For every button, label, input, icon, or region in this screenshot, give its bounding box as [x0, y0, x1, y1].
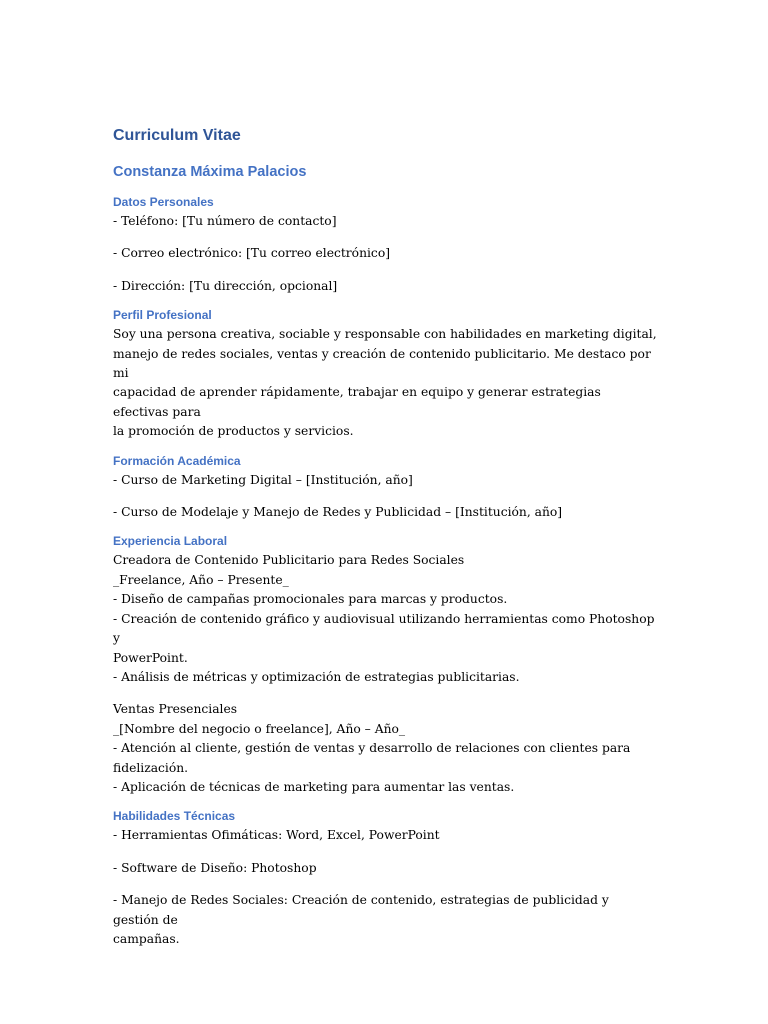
skill-item: - Herramientas Ofimáticas: Word, Excel, PowerPoint	[113, 828, 440, 843]
section-heading: Perfil Profesional	[113, 308, 212, 323]
skill-item: campañas.	[113, 931, 180, 946]
job-duty: - Creación de contenido gráfico y audiovisual utilizando herramientas como Photoshop y	[113, 611, 655, 646]
job-period: _Freelance, Año – Presente_	[113, 572, 289, 587]
section-heading: Datos Personales	[113, 195, 214, 209]
section-datos-personales	[113, 192, 658, 296]
phone-line: - Teléfono: [Tu número de contacto]	[113, 214, 337, 228]
job-duty: - Aplicación de técnicas de marketing para aumentar las ventas.	[113, 779, 515, 794]
document-page	[113, 124, 658, 949]
job-duty: - Análisis de métricas y optimización de estrategias publicitarias.	[113, 669, 520, 684]
education-item: - Curso de Marketing Digital – [Institución, año]	[113, 472, 413, 487]
candidate-name: Constanza Máxima Palacios	[113, 164, 307, 180]
address-line: - Dirección: [Tu dirección, opcional]	[113, 278, 338, 293]
job-duty: - Atención al cliente, gestión de ventas y desarrollo de relaciones con clientes para	[113, 741, 631, 756]
profile-line: Soy una persona creativa, sociable y responsable con habilidades en marketing digital,	[113, 327, 657, 342]
skill-item: - Software de Diseño: Photoshop	[113, 860, 317, 875]
section-heading: Formación Académica	[113, 453, 241, 468]
job-duty: PowerPoint.	[113, 650, 188, 665]
job-title: Ventas Presenciales	[113, 702, 238, 717]
profile-line: capacidad de aprender rápidamente, trabajar en equipo y generar estrategias efectivas para	[113, 385, 601, 419]
job-duty: fidelización.	[113, 760, 189, 775]
section-heading: Habilidades Técnicas	[113, 809, 236, 824]
section-heading: Experiencia Laboral	[113, 534, 228, 549]
section-formacion-academica	[113, 451, 658, 523]
profile-line: manejo de redes sociales, ventas y creación de contenido publicitario. Me destaco por mi	[113, 346, 651, 381]
section-experiencia-laboral	[113, 531, 658, 797]
job-title: Creadora de Contenido Publicitario para Redes Sociales	[113, 553, 465, 568]
job-period: _[Nombre del negocio o freelance], Año – Año_	[113, 721, 406, 736]
section-habilidades-tecnicas	[113, 806, 658, 949]
section-perfil-profesional	[113, 305, 658, 441]
email-line: - Correo electrónico: [Tu correo electrónico]	[113, 246, 391, 261]
document-title: Curriculum Vitae	[113, 127, 241, 144]
education-item: - Curso de Modelaje y Manejo de Redes y Publicidad – [Institución, año]	[113, 505, 563, 520]
skill-item: - Manejo de Redes Sociales: Creación de contenido, estrategias de publicidad y gestión de	[113, 893, 609, 927]
profile-line: la promoción de productos y servicios.	[113, 424, 354, 439]
job-duty: - Diseño de campañas promocionales para marcas y productos.	[113, 592, 508, 607]
